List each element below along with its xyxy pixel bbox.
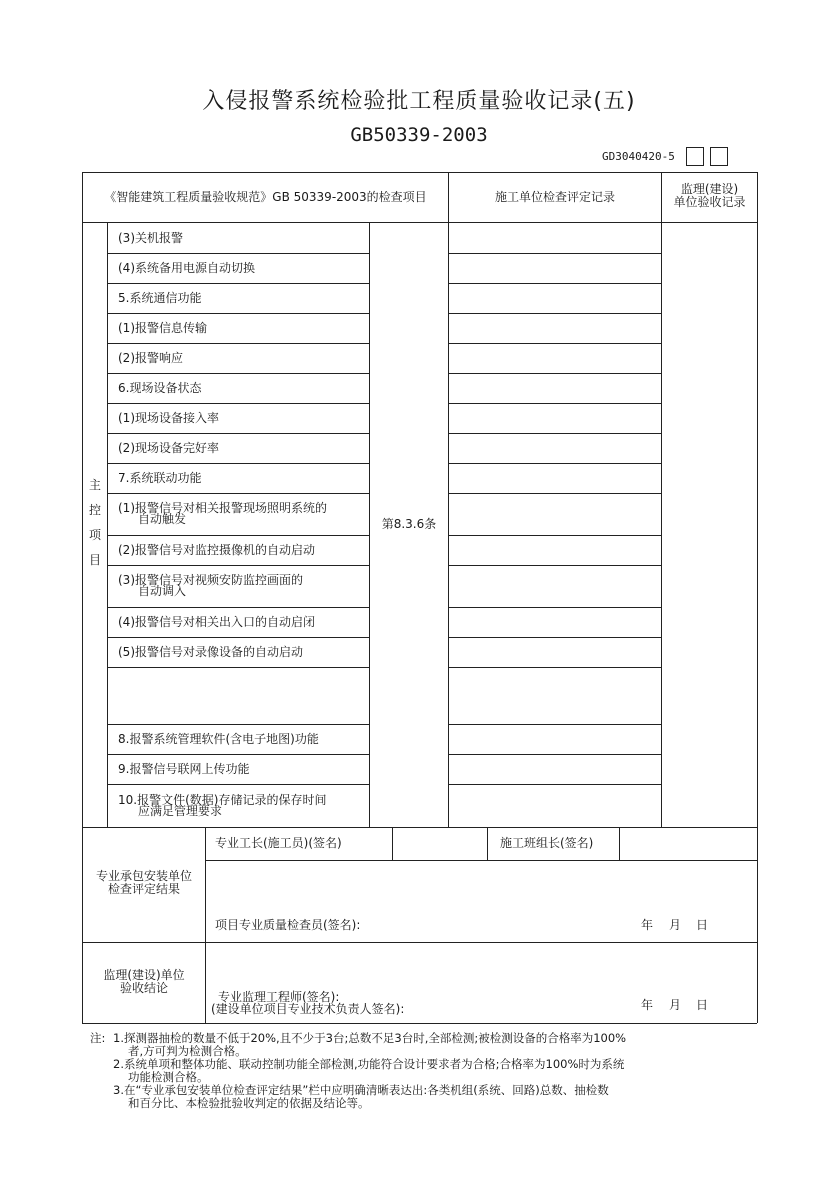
contractor-record-cell[interactable] [449,668,660,723]
note-1-line2: 者,方可判为检测合格。 [128,1044,247,1058]
item-row-rule [107,433,369,434]
col-header-contractor: 施工单位检查评定记录 [494,190,615,204]
clause-reference: 第8.3.6条 [381,517,437,531]
item-row-label: (1)报警信息传输 [118,321,207,335]
table-right-border [757,172,758,1023]
item-row-rule [107,493,369,494]
supervisor-date-day: 日 [696,998,709,1012]
form-code: GD3040420-5 [602,150,675,163]
contractor-result-field[interactable] [206,861,757,911]
item-row-rule [107,535,369,536]
contractor-record-cell[interactable] [449,464,660,492]
item-row-rule [107,565,369,566]
item-row-label: (3)报警信号对视频安防监控画面的 [118,573,303,587]
contractor-record-cell[interactable] [449,566,660,606]
contractor-record-cell[interactable] [449,284,660,312]
item-row-rule [107,754,369,755]
contractor-record-cell[interactable] [449,223,660,252]
contractor-record-cell[interactable] [449,536,660,564]
item-row-label: (4)报警信号对相关出入口的自动启闭 [118,615,315,629]
signature-rule-2 [487,827,488,860]
item-row-rule [107,637,369,638]
item-row-label: 7.系统联动功能 [118,471,202,485]
item-row-label: (4)系统备用电源自动切换 [118,261,255,275]
category-char-2: 控 [88,503,101,517]
item-row-label-continued: 应满足管理要求 [138,803,223,818]
item-row-label: (2)报警响应 [118,351,183,365]
col-header-items: 《智能建筑工程质量验收规范》GB 50339-2003的检查项目 [104,190,427,204]
item-row-label: 6.现场设备状态 [118,381,202,395]
standard-code: GB50339-2003 [350,124,488,146]
contractor-date-year: 年 [641,918,654,932]
item-row-label: (5)报警信号对录像设备的自动启动 [118,645,303,659]
col-header-supervisor-line2: 单位验收记录 [673,195,746,209]
owner-signature-label: (建设单位项目专业技术负责人签名): [211,1002,405,1016]
table-bottom-border [82,1023,757,1024]
item-row-rule [107,667,369,668]
contractor-record-cell[interactable] [449,314,660,342]
contractor-record-cell[interactable] [449,725,660,753]
contractor-record-cell[interactable] [449,374,660,402]
inspector-signature-label: 项目专业质量检查员(签名): [215,918,361,932]
team-leader-signature-field[interactable] [620,828,757,860]
form-number-box-2[interactable] [710,147,728,166]
contractor-section-label-line1: 专业承包安装单位 [95,869,192,883]
item-row-rule [107,463,369,464]
item-row-label: (1)现场设备接入率 [118,411,219,425]
item-row-label: 9.报警信号联网上传功能 [118,762,250,776]
table-top-border [82,172,757,173]
contractor-record-cell[interactable] [449,434,660,462]
contractor-record-cell[interactable] [449,608,660,636]
note-3-line2: 和百分比、本检验批验收判定的依据及结论等。 [128,1096,370,1110]
category-char-1: 主 [88,478,101,492]
note-2-line2: 功能检测合格。 [128,1070,209,1084]
form-number-box-1[interactable] [686,147,704,166]
note-1-line1: 1.探测器抽检的数量不低于20%,且不少于3台;总数不足3台时,全部检测;被检测设备的合格率为100% [113,1031,627,1045]
col-header-supervisor-line1: 监理(建设) [680,182,739,196]
section-label-column-rule [205,827,206,1023]
contractor-record-cell[interactable] [449,404,660,432]
item-row-label: 8.报警系统管理软件(含电子地图)功能 [118,732,319,746]
item-row-rule [107,343,369,344]
item-row-label-continued: 自动触发 [138,512,187,526]
item-row-rule [107,403,369,404]
item-row-rule [107,283,369,284]
foreman-signature-field[interactable] [393,828,487,860]
item-row-rule [107,253,369,254]
supervisor-date-month: 月 [669,998,682,1012]
foreman-signature-label: 专业工长(施工员)(签名) [215,836,342,850]
note-2-line1: 2.系统单项和整体功能、联动控制功能全部检测,功能符合设计要求者为合格;合格率为100%时为系统 [113,1057,625,1071]
engineer-signature-label: 专业监理工程师(签名): [218,990,340,1004]
item-row-rule [107,784,369,785]
item-row-label: 5.系统通信功能 [118,291,202,305]
supervisor-date-year: 年 [641,998,654,1012]
supervisor-record-cell[interactable] [662,223,756,826]
note-3-line1: 3.在“专业承包安装单位检查评定结果”栏中应明确清晰表达出:各类机组(系统、回路)总数、抽检数 [113,1083,609,1097]
item-row-label: (1)报警信号对相关报警现场照明系统的 [118,501,327,515]
contractor-date-day: 日 [696,918,709,932]
contractor-record-cell[interactable] [449,755,660,783]
contractor-record-cell[interactable] [449,494,660,534]
page-title: 入侵报警系统检验批工程质量验收记录(五) [202,89,636,114]
item-row-label: (2)现场设备完好率 [118,441,219,455]
item-row-label: (3)关机报警 [118,230,183,245]
item-row-label: (2)报警信号对监控摄像机的自动启动 [118,543,315,557]
item-row-rule [107,313,369,314]
category-char-3: 项 [88,528,101,542]
category-char-4: 目 [88,553,101,567]
team-leader-signature-label: 施工班组长(签名) [500,836,594,850]
item-row-rule [107,724,369,725]
contractor-record-cell[interactable] [449,638,660,666]
contractor-record-cell[interactable] [449,785,660,826]
supervisor-section-label-line2: 验收结论 [119,981,168,995]
contractor-section-label-line2: 检查评定结果 [107,882,180,896]
contractor-record-cell[interactable] [449,344,660,372]
notes-prefix: 注: [90,1031,106,1045]
item-row-label-continued: 自动调入 [138,584,187,598]
contractor-date-month: 月 [669,918,682,932]
contractor-record-cell[interactable] [449,254,660,282]
item-row-rule [107,373,369,374]
supervisor-section-label-line1: 监理(建设)单位 [103,968,185,982]
item-row-label: 10.报警文件(数据)存储记录的保存时间 [118,792,327,807]
supervisor-conclusion-field[interactable] [206,943,757,988]
item-row-rule [107,607,369,608]
